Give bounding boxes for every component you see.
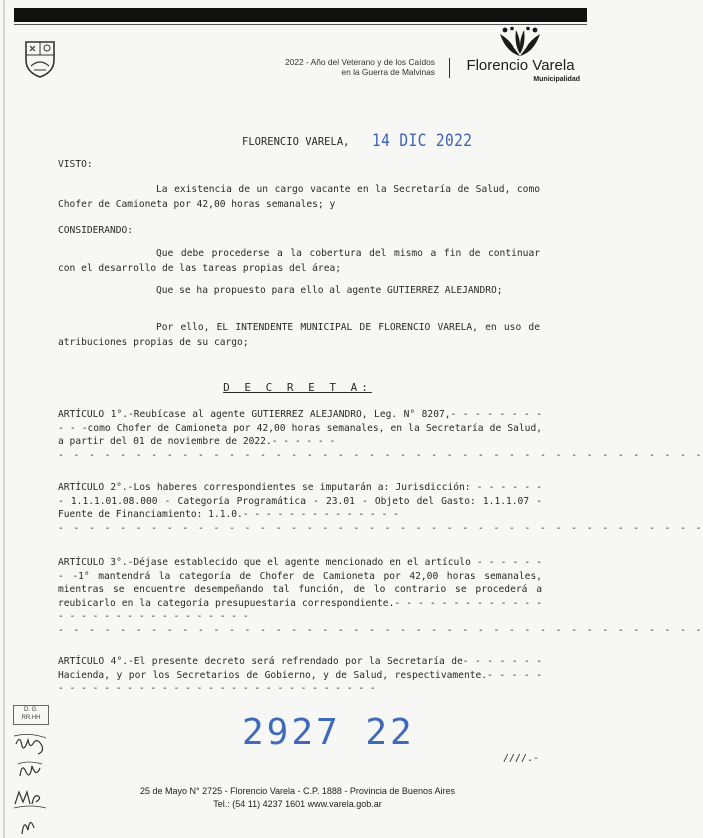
- article-1: [58, 408, 703, 462]
- article-3-dash-line: - - - - - - - - - - - - - - - - - - - - - - - - - - - - - - - - - - - - - - - - - -: [58, 624, 703, 636]
- article-2-text: Los haberes correspondientes se imputarán a: Jurisdicción: - - - - - - - 1.1.1.01.08.000 - Categoría Programática - 23.01 - Objeto del Gasto: 1.1.1.07 - Fuente de Financiamiento: 1.1.0.- - - - - - - - - - - - - -: [58, 482, 542, 520]
- logo-divider: [449, 58, 450, 78]
- footer-contact: Tel.: (54 11) 4237 1601 www.varela.gob.ar: [213, 799, 382, 809]
- rrhh-stamp-line2: RR.HH: [21, 715, 41, 721]
- florencio-varela-logo-icon: [496, 26, 544, 58]
- municipal-crest-icon: [24, 38, 56, 78]
- article-2-dash-line: - - - - - - - - - - - - - - - - - - - - - - - - - - - - - - - - - - - - - - - - - -: [58, 522, 703, 534]
- logo-name: Florencio Varela: [466, 57, 575, 74]
- article-2: [58, 481, 703, 535]
- article-3-text: Déjase establecido que el agente mencionado en el artículo - - - - - - - -1° mantendrá la categoría de Chofer de Camioneta por 42,00 horas semanales, mientras se encuentre desempeñando tal función, de lo contrario se procederá a reubicarlo en la categoría presupuestaria correspondiente.- - - - - - - - - - - - - - - - - - - - - - - - - - - - - -: [58, 557, 542, 622]
- place-line: FLORENCIO VARELA,: [242, 136, 350, 148]
- page-edge-shadow: [3, 0, 5, 838]
- footer: [0, 785, 595, 811]
- decree-number-stamp: 2927 22: [242, 712, 415, 753]
- article-3: [58, 556, 703, 637]
- handwritten-initial-1-icon: [12, 730, 48, 756]
- logo-subtitle: Municipalidad: [533, 76, 580, 83]
- article-2-label: ARTÍCULO 2°.-: [58, 482, 134, 493]
- decreta-heading: D E C R E T A:: [223, 381, 372, 394]
- article-1-text: Reubícase al agente GUTIERREZ ALEJANDRO, Leg. N° 8207,- - - - - - - - - - -como Chofer de Camioneta por 42,00 horas semanales, en la Secretaría de Salud, a partir del 01 de noviembre de 2022.- - - - - -: [58, 409, 542, 447]
- considerando-label: CONSIDERANDO:: [58, 225, 134, 236]
- considerando-paragraph-3: Por ello, EL INTENDENTE MUNICIPAL DE FLORENCIO VARELA, en uso de atribuciones propias de su cargo;: [58, 322, 540, 348]
- article-4-label: ARTÍCULO 4°.-: [58, 656, 134, 667]
- date-stamp: 14 DIC 2022: [372, 131, 473, 151]
- top-scan-bar: [14, 8, 587, 22]
- article-4-text: El presente decreto será refrendado por la Secretaría de- - - - - - -Hacienda, y por los Secretarios de Gobierno, y de Salud, respectivamente.- - - - - - - - - - - - - - - - - - - - - - - - - - - - - - - - -: [58, 656, 542, 694]
- considerando-paragraph-2: Que se ha propuesto para ello al agente GUTIERREZ ALEJANDRO;: [156, 285, 503, 296]
- rrhh-stamp: [13, 705, 49, 725]
- rrhh-stamp-line1: D. G.: [23, 707, 38, 713]
- considerando-paragraph-1: Que debe procederse a la cobertura del mismo a fin de continuar con el desarrollo de las tareas propias del área;: [58, 248, 540, 274]
- year-caption: [175, 57, 435, 77]
- visto-label: VISTO:: [58, 159, 93, 170]
- year-caption-line2: en la Guerra de Malvinas: [341, 67, 435, 77]
- handwritten-initial-2-icon: [12, 758, 48, 784]
- article-1-label: ARTÍCULO 1°.-: [58, 409, 134, 420]
- year-caption-line1: 2022 - Año del Veterano y de los Caídos: [285, 57, 435, 67]
- top-rule: [14, 24, 587, 25]
- page-continuation-mark: ////.-: [502, 753, 539, 764]
- article-1-dash-line: - - - - - - - - - - - - - - - - - - - - - - - - - - - - - - - - - - - - - - - - - -: [58, 449, 703, 461]
- article-3-label: ARTÍCULO 3°.-: [58, 557, 134, 568]
- article-4: [58, 655, 542, 696]
- visto-text: La existencia de un cargo vacante en la Secretaría de Salud, como Chofer de Camioneta por 42,00 horas semanales; y: [58, 184, 540, 210]
- footer-address: 25 de Mayo N° 2725 - Florencio Varela - C.P. 1888 - Provincia de Buenos Aires: [140, 786, 455, 796]
- handwritten-initial-4-icon: [12, 812, 48, 838]
